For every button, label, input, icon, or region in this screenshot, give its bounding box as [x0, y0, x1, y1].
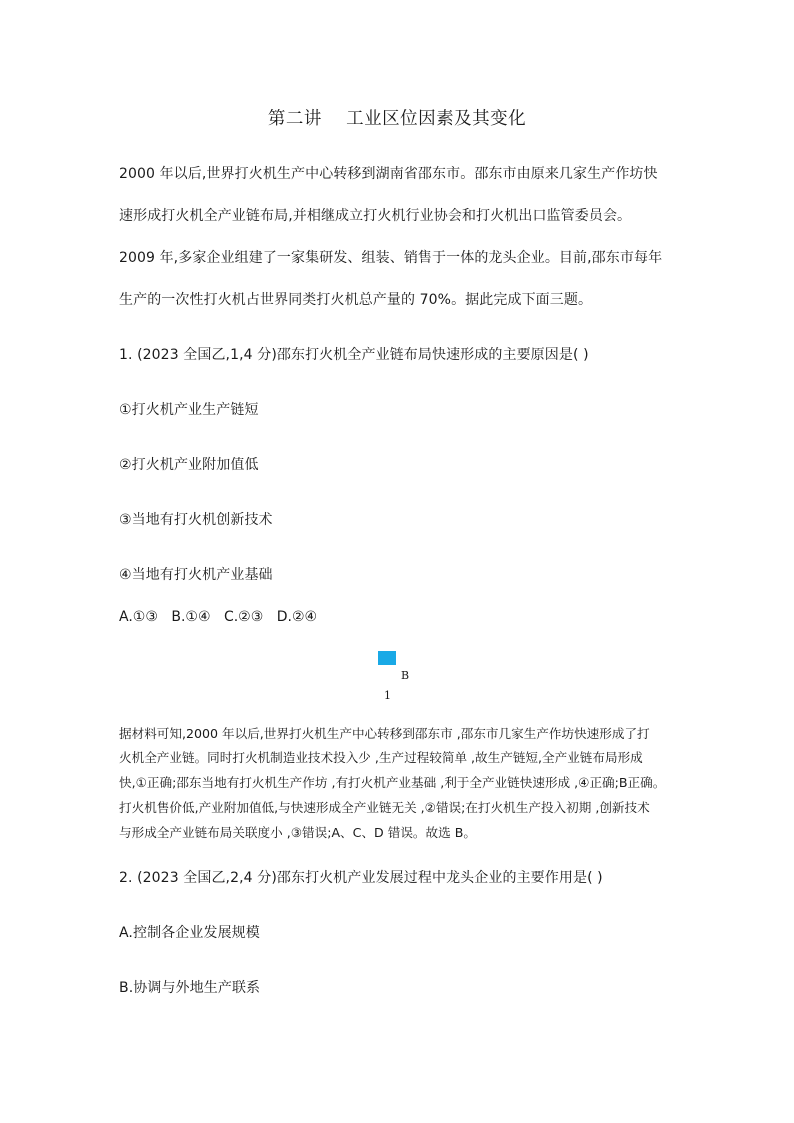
question-1-item-2: ②打火机产业附加值低: [119, 457, 259, 473]
intro-line-2: 速形成打火机全产业链布局,并相继成立打火机行业协会和打火机出口监管委员会。: [119, 208, 632, 224]
question-2-option-a: A.控制各企业发展规模: [119, 925, 260, 941]
question-1-option-c: C.②③: [223, 609, 264, 625]
question-2-stem: 2. (2023 全国乙,2,4 分)邵东打火机产业发展过程中龙头企业的主要作用是( ): [119, 870, 603, 886]
question-1-option-b: B.①④: [171, 609, 211, 625]
answer-number: 1: [384, 689, 391, 702]
question-1-stem: 1. (2023 全国乙,1,4 分)邵东打火机全产业链布局快速形成的主要原因是( ): [119, 347, 589, 363]
explanation-line-5: 与形成全产业链布局关联度小 ,③错误;A、C、D 错误。故选 B。: [119, 825, 476, 840]
explanation-line-4: 打火机售价低,产业附加值低,与快速形成全产业链无关 ,②错误;在打火机生产投入初期 ,创新技术: [119, 800, 650, 815]
question-1-item-3: ③当地有打火机创新技术: [119, 512, 273, 528]
answer-letter: B: [401, 669, 410, 682]
question-1-option-a: A.①③: [119, 609, 158, 625]
intro-line-3: 2009 年,多家企业组建了一家集研发、组装、销售于一体的龙头企业。目前,邵东市每年: [119, 250, 663, 266]
intro-line-4: 生产的一次性打火机占世界同类打火机总产量的 70%。据此完成下面三题。: [119, 292, 593, 308]
answer-marker-square: [378, 651, 396, 665]
explanation-line-3: 快,①正确;邵东当地有打火机生产作坊 ,有打火机产业基础 ,利于全产业链快速形成 ,④正确;B正确。: [119, 775, 666, 790]
question-1-option-d: D.②④: [276, 609, 318, 625]
question-1-item-4: ④当地有打火机产业基础: [119, 567, 273, 583]
question-1-item-1: ①打火机产业生产链短: [119, 402, 259, 418]
question-1-options: [119, 609, 326, 625]
explanation-line-2: 火机全产业链。同时打火机制造业技术投入少 ,生产过程较简单 ,故生产链短,全产业链布局形成: [119, 750, 643, 765]
page-title: 第二讲 工业区位因素及其变化: [267, 109, 527, 129]
explanation-line-1: 据材料可知,2000 年以后,世界打火机生产中心转移到邵东市 ,邵东市几家生产作坊快速形成了打: [119, 726, 650, 741]
question-2-option-b: B.协调与外地生产联系: [119, 980, 261, 996]
intro-line-1: 2000 年以后,世界打火机生产中心转移到湖南省邵东市。邵东市由原来几家生产作坊快: [119, 166, 658, 182]
